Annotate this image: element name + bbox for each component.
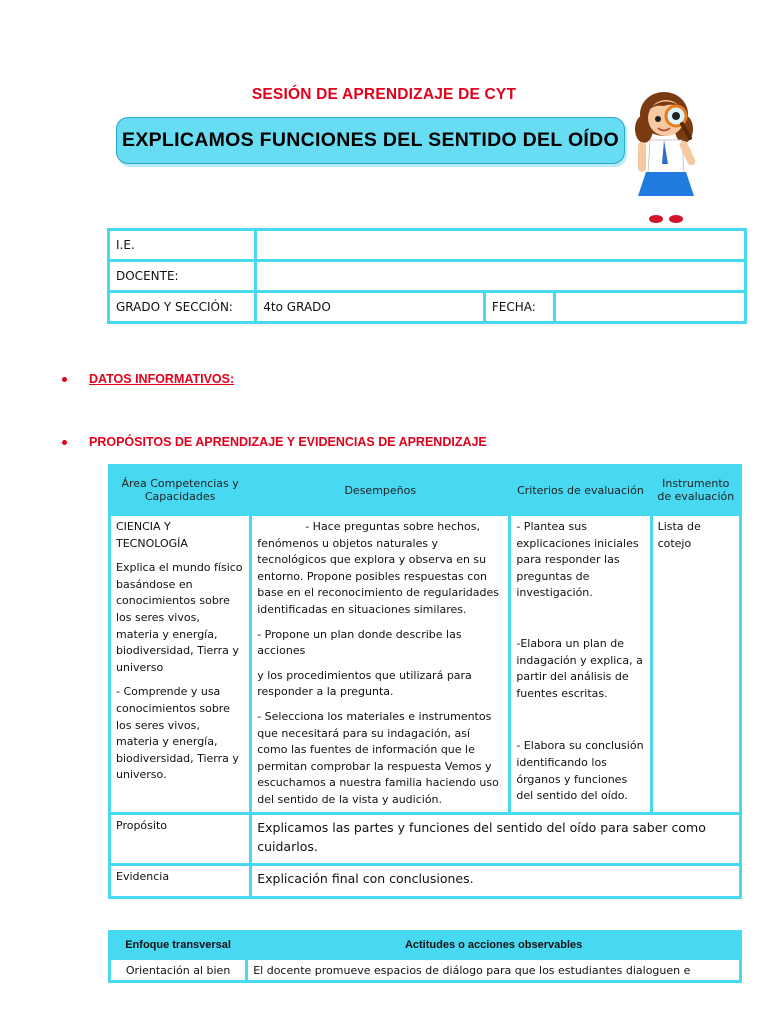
evidencia-label: Evidencia xyxy=(111,866,249,896)
ie-label: I.E. xyxy=(110,231,254,259)
propositos-heading: PROPÓSITOS DE APRENDIZAJE Y EVIDENCIAS DE APRENDIZAJE xyxy=(89,435,487,449)
purposes-table xyxy=(108,464,742,899)
main-title-box xyxy=(116,117,625,164)
area-competencia-2: - Comprende y usa conocimientos sobre los seres vivos, materia y energía, biodiversidad, Tierra y universo. xyxy=(116,685,239,782)
enfoque-header-1: Enfoque transversal xyxy=(111,933,245,957)
header-criterios: Criterios de evaluación xyxy=(511,467,649,513)
enfoque-header-2: Actitudes o acciones observables xyxy=(248,933,739,957)
enfoque-row xyxy=(111,960,739,980)
desempeno-2: - Propone un plan donde describe las acciones xyxy=(257,627,462,658)
session-title: SESIÓN DE APRENDIZAJE DE CYT xyxy=(251,86,517,103)
proposito-label: Propósito xyxy=(111,815,249,863)
info-table xyxy=(107,228,747,324)
info-row-docente xyxy=(110,262,744,290)
desempenos-cell xyxy=(252,516,508,812)
area-competencia-1: Explica el mundo físico basándose en conocimientos sobre los seres vivos, materia y energía, biodiversidad, Tierra y universo xyxy=(116,561,243,674)
bullet-dot-icon xyxy=(62,440,67,445)
criterio-1: - Plantea sus explicaciones iniciales para responder las preguntas de investigación. xyxy=(516,520,639,600)
enfoque-cell-2: El docente promueve espacios de diálogo para que los estudiantes dialoguen e xyxy=(248,960,739,980)
purposes-header-row xyxy=(111,467,739,513)
enfoque-header-row xyxy=(111,933,739,957)
fecha-field[interactable] xyxy=(556,293,744,321)
header-instrumento: Instrumento de evaluación xyxy=(653,467,739,513)
info-row-grado xyxy=(110,293,744,321)
area-title: CIENCIA Y TECNOLOGÍA xyxy=(116,520,188,550)
datos-informativos-heading: DATOS INFORMATIVOS: xyxy=(89,372,235,386)
proposito-value: Explicamos las partes y funciones del sentido del oído para saber como cuidarlos. xyxy=(252,815,739,863)
desempeno-1: - Hace preguntas sobre hechos, fenómenos u objetos naturales y tecnológicos que explora y observa en su entorno. Propone posibles respuestas con base en el reconocimiento de regularidades identificadas en situaciones similares. xyxy=(257,520,500,616)
criterio-3: - Elabora su conclusión identificando los órganos y funciones del sentido del oído. xyxy=(516,739,644,803)
enfoque-table xyxy=(108,930,742,983)
area-cell xyxy=(111,516,249,812)
proposito-row xyxy=(111,815,739,863)
bullet-datos xyxy=(62,372,234,386)
criterios-cell xyxy=(511,516,649,812)
docente-field[interactable] xyxy=(257,262,744,290)
criterio-2: -Elabora un plan de indagación y explica, a partir del análisis de fuentes escritas. xyxy=(516,636,643,700)
bullet-dot-icon xyxy=(62,377,67,382)
evidencia-value: Explicación final con conclusiones. xyxy=(252,866,739,896)
fecha-label: FECHA: xyxy=(486,293,553,321)
docente-label: DOCENTE: xyxy=(110,262,254,290)
purposes-content-row xyxy=(111,516,739,812)
grado-label: GRADO Y SECCIÓN: xyxy=(110,293,254,321)
desempeno-3: y los procedimientos que utilizará para responder a la pregunta. xyxy=(257,668,472,699)
header-desempenos: Desempeños xyxy=(252,467,508,513)
info-row-ie xyxy=(110,231,744,259)
girl-magnifier-illustration xyxy=(624,84,714,229)
ie-field[interactable] xyxy=(257,231,744,259)
evidencia-row xyxy=(111,866,739,896)
bullet-propositos xyxy=(62,435,487,449)
header-area: Área Competencias y Capacidades xyxy=(111,467,249,513)
instrumento-cell: Lista de cotejo xyxy=(653,516,739,812)
main-title: EXPLICAMOS FUNCIONES DEL SENTIDO DEL OÍDO xyxy=(122,129,619,151)
enfoque-cell-1: Orientación al bien xyxy=(111,960,245,980)
grado-field[interactable]: 4to GRADO xyxy=(257,293,483,321)
desempeno-4: - Selecciona los materiales e instrumentos que necesitará para su indagación, así como las fuentes de información que le permitan comprobar la respuesta Vemos y escuchamos a nuestra familia haciendo uso del sentido de la vista y audición. xyxy=(257,709,499,806)
